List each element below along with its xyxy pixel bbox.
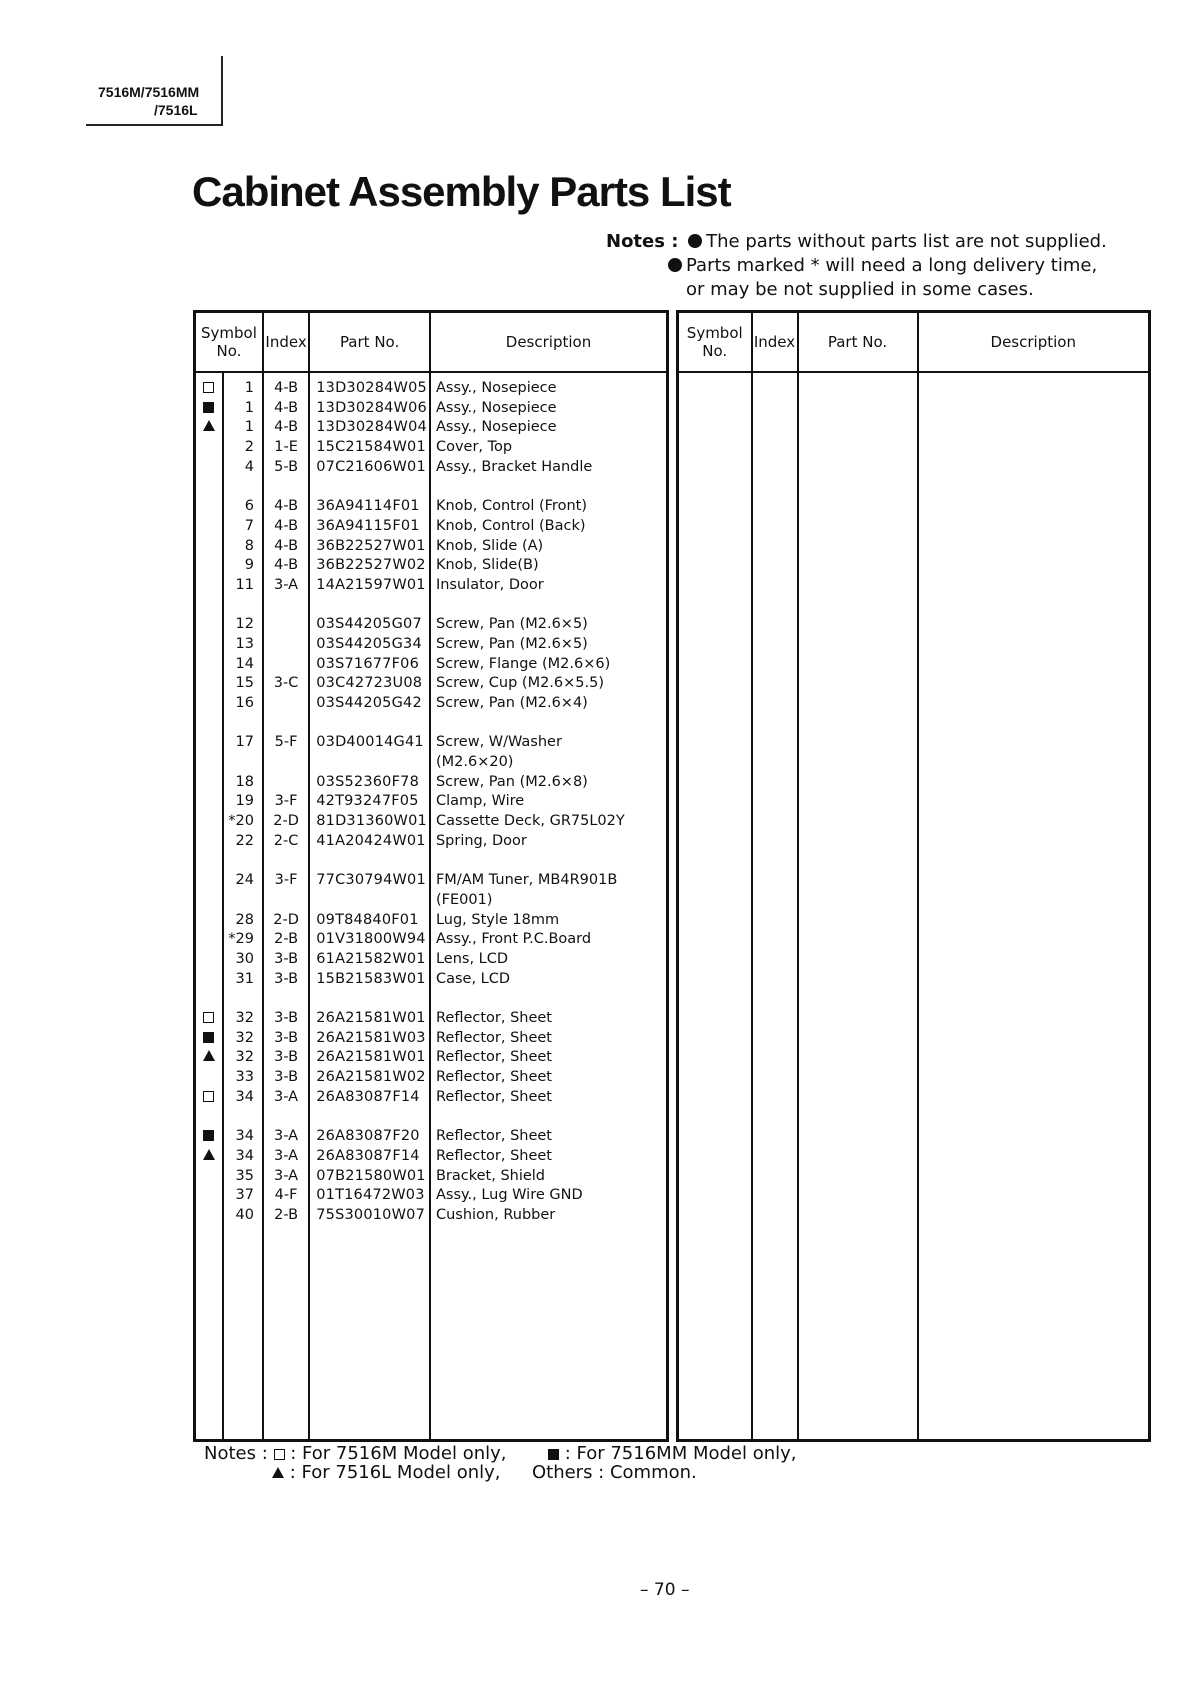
symbol-number-cell: 35 [235,1167,254,1184]
notes-top-line3: or may be not supplied in some cases. [686,279,1034,300]
symbol-number-cell: 11 [235,576,254,593]
filled-square-icon [548,1449,559,1460]
parts-table-right [676,310,1151,1442]
part-number-cell: 01T16472W03 [316,1187,425,1204]
parts-table-left [193,310,669,1442]
symbol-number-cell: 9 [244,557,254,574]
symbol-header-line1: Symbol [686,324,743,342]
index-cell: 4-B [274,557,299,574]
description-cell: Clamp, Wire [435,793,525,810]
symbol-cell [196,1147,222,1167]
symbol-cell [196,792,222,812]
symbol-cell [196,1009,222,1029]
description-cell: Screw, Cup (M2.6×5.5) [435,675,605,692]
symbol-cell [196,458,222,478]
notes-bottom-label: Notes : [204,1443,268,1464]
part-number-cell: 03S44205G07 [316,616,422,633]
index-cell: 4-B [274,537,299,554]
part-number-cell: 77C30794W01 [316,872,426,889]
symbol-cell [196,950,222,970]
symbol-number-cell: 12 [235,616,254,633]
symbol-cell [196,517,222,537]
symbol-number-cell: 22 [235,832,254,849]
index-cell: 4-B [274,380,299,396]
part-number-cell: 26A21581W01 [316,1049,426,1066]
symbol-number-cell [224,753,254,773]
symbol-number-cell: 18 [235,773,254,790]
symbol-number-cell: 28 [235,911,254,928]
number-column [223,372,263,1441]
description-cell: Reflector, Sheet [435,1010,552,1026]
index-cell: 3-A [274,1128,299,1145]
part-number-cell: 07B21580W01 [316,1167,426,1184]
header-vertical-rule [221,56,223,126]
index-cell [264,694,308,714]
description-cell [436,714,666,734]
triangle-icon [272,1467,284,1478]
symbol-no-header [678,312,752,373]
model-label-line2: /7516L [154,102,198,118]
symbol-number-cell: *29 [228,931,254,948]
symbol-cell [196,418,222,438]
index-cell: 2-C [273,832,299,849]
symbol-cell [196,556,222,576]
symbol-number-cell: 31 [235,970,254,987]
symbol-number-cell: 34 [235,1128,254,1145]
description-cell: Reflector, Sheet [435,1088,552,1105]
index-header: Index [752,312,798,373]
description-cell [436,477,666,497]
index-cell [264,714,308,734]
symbol-number-cell: 24 [235,872,254,889]
description-cell: Cassette Deck, GR75L02Y [435,813,625,830]
bullet-icon [688,234,702,248]
part-number-cell: 09T84840F01 [316,911,419,928]
index-cell: 3-C [273,675,299,692]
part-no-header: Part No. [798,312,918,373]
symbol-cell [196,596,222,616]
index-cell: 4-F [274,1187,298,1204]
description-header: Description [918,312,1150,373]
open-square-icon [274,1449,285,1460]
description-cell: Reflector, Sheet [435,1147,552,1164]
filled-square-icon [203,1032,214,1043]
index-cell [264,989,308,1009]
symbol-number-cell: 16 [235,695,254,711]
symbol-number-cell: 15 [235,675,254,692]
description-cell: Reflector, Sheet [435,1128,552,1145]
symbol-cell [196,911,222,931]
symbol-number-cell: 8 [244,537,254,554]
note-others: Others : Common. [531,1462,697,1483]
symbol-cell [196,379,222,399]
index-cell [264,477,308,497]
part-number-cell [316,753,429,773]
symbol-number-cell: 32 [235,1029,254,1046]
notes-top-line2: Parts marked * will need a long delivery time, [686,255,1098,276]
part-no-column [309,372,430,1441]
notes-top-label: Notes : [606,231,679,252]
part-number-cell [316,852,429,872]
symbol-number-cell: 7 [244,517,254,534]
index-cell: 3-B [274,1010,299,1026]
index-cell [264,635,308,655]
symbol-number-cell [224,989,254,1009]
symbol-cell [196,1107,222,1127]
symbol-cell [196,576,222,596]
symbol-header-line2: No. [216,342,242,360]
symbol-cell [196,733,222,753]
description-cell: Lens, LCD [435,950,509,967]
symbol-cell [196,438,222,458]
description-cell: Assy., Nosepiece [435,399,557,416]
description-cell: FM/AM Tuner, MB4R901B [435,872,618,889]
triangle-icon [203,1149,215,1160]
symbol-number-cell [224,596,254,616]
part-number-cell: 13D30284W04 [316,419,427,436]
part-number-cell: 03S71677F06 [316,655,419,672]
description-cell: Cover, Top [435,439,513,456]
note-7516m: : For 7516M Model only, [290,1443,507,1464]
description-cell: Cushion, Rubber [435,1206,556,1223]
symbol-number-cell: 37 [235,1187,254,1204]
symbol-cell [196,1206,222,1226]
index-cell: 3-A [274,1167,299,1184]
description-cell: Knob, Slide (A) [435,537,544,554]
table-header-row [678,312,1150,373]
symbol-cell [196,930,222,950]
description-cell: Insulator, Door [435,576,544,593]
description-cell [436,989,666,1009]
index-cell: 3-A [274,576,299,593]
symbol-number-cell: 34 [235,1147,254,1164]
part-number-cell [316,714,429,734]
part-number-cell: 36B22527W01 [316,537,426,554]
symbol-cell [196,497,222,517]
part-number-cell: 13D30284W06 [316,399,427,416]
symbol-number-cell: 32 [235,1049,254,1066]
part-number-cell: 14A21597W01 [316,576,426,593]
description-cell: Lug, Style 18mm [435,911,560,928]
symbol-number-cell [224,891,254,911]
symbol-cell [196,1167,222,1187]
index-cell: 3-B [274,950,299,967]
triangle-icon [203,1050,215,1061]
description-cell [436,1107,666,1127]
description-cell: Knob, Slide(B) [435,557,539,574]
symbol-number-cell: 32 [235,1010,254,1026]
note-7516mm: : For 7516MM Model only, [564,1443,797,1464]
page-number: – 70 – [640,1580,690,1600]
part-number-cell [316,1107,429,1127]
description-cell: Screw, Pan (M2.6×5) [435,635,588,652]
part-number-cell: 01V31800W94 [316,931,426,948]
description-cell: Assy., Nosepiece [435,419,557,436]
part-number-cell: 03S52360F78 [316,773,419,790]
symbol-cell [196,753,222,773]
description-cell: Knob, Control (Back) [435,517,586,534]
empty-cell [798,372,918,1441]
part-number-cell: 03S44205G34 [316,635,422,652]
description-cell [436,596,666,616]
part-number-cell: 81D31360W01 [316,813,427,830]
symbol-cell [196,871,222,891]
note-7516l: : For 7516L Model only, [289,1462,501,1483]
index-cell: 3-A [274,1088,299,1105]
part-number-cell: 15C21584W01 [316,439,426,456]
empty-cell [678,372,752,1441]
part-number-cell: 03S44205G42 [316,695,422,711]
part-number-cell [316,891,429,911]
part-number-cell: 36B22527W02 [316,557,426,574]
index-cell: 3-B [274,1029,299,1046]
model-header-box [86,56,224,126]
index-cell: 5-F [274,734,298,751]
table-body-row [195,372,668,1441]
index-column [263,372,309,1441]
symbol-cell [196,989,222,1009]
index-cell: 5-B [274,458,299,475]
description-cell: Screw, Pan (M2.6×8) [435,773,588,790]
index-cell [264,596,308,616]
symbol-number-cell: 14 [235,655,254,672]
part-number-cell: 41A20424W01 [316,832,426,849]
symbol-cell [196,477,222,497]
description-cell: Assy., Front P.C.Board [435,931,592,948]
empty-cell [752,372,798,1441]
symbol-number-cell: 40 [235,1206,254,1223]
index-cell [264,655,308,675]
part-number-cell: 75S30010W07 [316,1206,425,1223]
table-body-row-empty [678,372,1150,1441]
part-number-cell: 13D30284W05 [316,380,427,396]
symbol-number-cell [224,852,254,872]
symbol-cell [196,655,222,675]
part-number-cell: 03C42723U08 [316,675,423,692]
index-cell: 1-E [274,439,298,456]
index-cell: 3-A [274,1147,299,1164]
index-cell: 4-B [274,498,299,515]
symbol-number-cell: 2 [244,439,254,456]
description-cell: Assy., Nosepiece [435,380,557,396]
part-number-cell [316,989,429,1009]
part-no-header: Part No. [309,312,430,373]
symbol-cell [196,1088,222,1108]
index-cell: 3-B [274,970,299,987]
description-cell [436,852,666,872]
empty-cell [918,372,1150,1441]
symbol-number-cell: 4 [244,458,254,475]
symbol-number-cell: 1 [244,419,254,436]
description-cell: (M2.6×20) [435,754,514,771]
part-number-cell: 36A94114F01 [316,498,420,515]
index-cell: 3-B [274,1069,299,1086]
symbol-number-cell: 13 [235,635,254,652]
index-cell: 2-B [274,931,299,948]
part-number-cell: 26A83087F20 [316,1128,420,1145]
symbol-number-cell [224,1107,254,1127]
description-cell: Reflector, Sheet [435,1029,552,1046]
index-header: Index [263,312,309,373]
part-number-cell: 36A94115F01 [316,517,420,534]
part-number-cell: 61A21582W01 [316,950,426,967]
symbol-number-cell: 19 [235,793,254,810]
index-cell: 2-B [274,1206,299,1223]
index-cell: 2-D [273,813,299,830]
bullet-icon [668,258,682,272]
index-cell [264,753,308,773]
symbol-cell [196,1127,222,1147]
symbol-number-cell: 30 [235,950,254,967]
index-cell: 3-F [274,872,298,889]
index-cell: 2-D [273,911,299,928]
symbol-cell [196,694,222,714]
description-cell: Screw, Pan (M2.6×5) [435,616,588,633]
symbol-cell [196,1048,222,1068]
symbol-cell [196,537,222,557]
symbol-number-cell: *20 [228,813,254,830]
part-number-cell: 26A83087F14 [316,1088,420,1105]
description-cell: Bracket, Shield [435,1167,546,1184]
description-cell: Assy., Lug Wire GND [435,1187,583,1204]
symbol-number-cell [224,714,254,734]
symbol-cell [196,674,222,694]
part-number-cell [316,477,429,497]
index-cell: 4-B [274,419,299,436]
part-number-cell: 26A83087F14 [316,1147,420,1164]
open-square-icon [203,1012,214,1023]
symbol-cell [196,1029,222,1049]
symbol-header-line1: Symbol [201,324,257,342]
part-number-cell: 42T93247F05 [316,793,419,810]
description-cell: Screw, Flange (M2.6×6) [435,655,611,672]
symbol-number-cell: 17 [235,734,254,751]
open-square-icon [203,382,214,393]
description-header: Description [430,312,668,373]
index-cell [264,852,308,872]
symbol-cell [196,832,222,852]
filled-square-icon [203,402,214,413]
index-cell [264,1107,308,1127]
model-label-line1: 7516M/7516MM [98,84,200,100]
part-number-cell: 03D40014G41 [316,734,424,751]
part-number-cell: 26A21581W01 [316,1010,426,1026]
part-number-cell: 15B21583W01 [316,970,426,987]
symbol-cell [196,714,222,734]
triangle-icon [203,420,215,431]
description-cell: Assy., Bracket Handle [435,458,593,475]
description-cell: Screw, Pan (M2.6×4) [435,695,588,711]
index-cell: 3-F [274,793,298,810]
index-cell [264,773,308,793]
symbol-cell [196,812,222,832]
symbol-cell [196,891,222,911]
symbol-header-line2: No. [702,342,728,360]
filled-square-icon [203,1130,214,1141]
symbol-number-cell [224,477,254,497]
index-cell: 3-B [274,1049,299,1066]
symbol-cell [196,615,222,635]
part-number-cell: 26A21581W03 [316,1029,426,1046]
description-cell: Knob, Control (Front) [435,498,587,515]
description-column [430,372,668,1441]
page-title: Cabinet Assembly Parts List [192,168,731,215]
symbol-cell [196,399,222,419]
index-cell [264,615,308,635]
symbol-cell [196,852,222,872]
symbol-no-header [195,312,263,373]
header-horizontal-rule [86,124,223,126]
description-cell: (FE001) [435,891,493,908]
table-header-row [195,312,668,373]
symbol-cell [196,1186,222,1206]
symbol-column [195,372,223,1441]
part-number-cell [316,596,429,616]
index-cell [264,891,308,911]
description-cell: Screw, W/Washer [435,734,562,751]
description-cell: Reflector, Sheet [435,1069,552,1086]
notes-top-line1: The parts without parts list are not supplied. [706,231,1107,252]
symbol-number-cell: 1 [244,399,254,416]
symbol-number-cell: 33 [235,1069,254,1086]
symbol-cell [196,970,222,990]
symbol-number-cell: 6 [244,498,254,515]
part-number-cell: 26A21581W02 [316,1069,426,1086]
index-cell: 4-B [274,399,299,416]
symbol-cell [196,1068,222,1088]
part-number-cell: 07C21606W01 [316,458,426,475]
description-cell: Case, LCD [435,970,511,987]
open-square-icon [203,1091,214,1102]
symbol-cell [196,773,222,793]
symbol-number-cell: 1 [244,380,254,396]
description-cell: Spring, Door [435,832,527,849]
symbol-cell [196,635,222,655]
symbol-number-cell: 34 [235,1088,254,1105]
index-cell: 4-B [274,517,299,534]
description-cell: Reflector, Sheet [435,1049,552,1066]
